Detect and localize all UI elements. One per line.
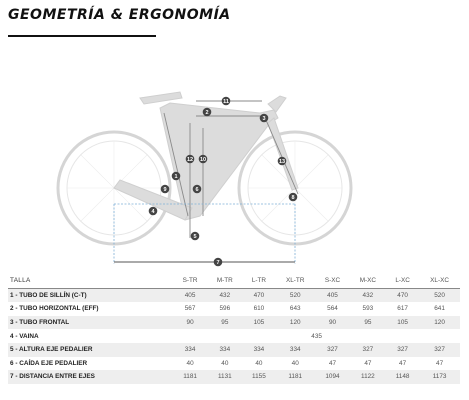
table-cell: 470	[253, 291, 265, 299]
title-block	[8, 6, 231, 24]
table-cell: 596	[219, 305, 231, 313]
table-cell: 47	[436, 359, 444, 367]
table-cell: 47	[364, 359, 372, 367]
table-cell: 405	[184, 291, 196, 299]
table-row	[8, 288, 460, 302]
row-label: 5 - ALTURA EJE PEDALIER	[10, 346, 93, 354]
table-cell: 47	[399, 359, 407, 367]
size-header: XL-TR	[275, 274, 315, 288]
marker-label-2: 2	[205, 110, 209, 116]
size-header: M-TR	[207, 274, 243, 288]
size-header: L-XC	[386, 274, 419, 288]
table-cell: 40	[291, 359, 299, 367]
table-cell: 1131	[217, 373, 232, 381]
marker-label-3: 3	[262, 116, 266, 122]
table-cell: 1181	[288, 373, 303, 381]
table-cell: 327	[362, 346, 374, 354]
table-cell: 327	[434, 346, 445, 354]
table-cell: 95	[221, 319, 229, 327]
table-row	[8, 329, 460, 343]
table-cell: 520	[289, 291, 301, 299]
size-column-header: TALLA	[8, 274, 173, 288]
table-cell: 90	[328, 319, 337, 327]
row-label: 6 - CAÍDA EJE PEDALIER	[10, 359, 88, 367]
table-cell: 405	[327, 291, 338, 299]
title-underline	[8, 35, 156, 37]
marker-label-10: 10	[199, 157, 207, 163]
size-header: L-TR	[243, 274, 276, 288]
table-cell: 610	[253, 305, 265, 313]
table-cell: 1094	[325, 373, 340, 381]
table-row	[8, 370, 460, 384]
table-cell: 334	[253, 346, 265, 354]
table-cell: 520	[434, 291, 445, 299]
table-row	[8, 316, 460, 330]
marker-label-13: 13	[278, 159, 286, 165]
table-cell: 120	[434, 319, 445, 327]
row-label: 7 - DISTANCIA ENTRE EJES	[10, 373, 95, 381]
table-row	[8, 302, 460, 316]
table-cell: 334	[289, 346, 301, 354]
marker-label-7: 7	[216, 260, 220, 266]
size-header: XL-XC	[419, 274, 460, 288]
table-cell: 105	[397, 319, 408, 327]
marker-label-1: 1	[174, 174, 178, 180]
table-cell: 47	[328, 359, 337, 367]
marker-label-11: 11	[223, 99, 229, 105]
table-cell: 432	[362, 291, 374, 299]
table-cell: 432	[219, 291, 231, 299]
bike-geometry-diagram	[40, 68, 435, 278]
table-cell: 1148	[395, 373, 410, 381]
table-cell: 641	[434, 305, 445, 313]
table-cell: 564	[327, 305, 338, 313]
size-header: S-TR	[173, 274, 207, 288]
table-cell: 40	[255, 359, 263, 367]
row-label: 3 - TUBO FRONTAL	[10, 319, 70, 327]
marker-label-12: 12	[186, 157, 194, 163]
table-cell: 40	[221, 359, 229, 367]
table-cell: 643	[289, 305, 301, 313]
table-cell: 327	[397, 346, 408, 354]
marker-label-5: 5	[193, 234, 197, 240]
table-row	[8, 357, 460, 371]
geometry-table	[8, 274, 460, 384]
table-cell: 90	[186, 319, 194, 327]
table-cell: 327	[327, 346, 338, 354]
table-cell: 617	[397, 305, 408, 313]
row-label: 4 - VAINA	[10, 332, 39, 340]
table-cell: 593	[362, 305, 374, 313]
table-cell: 105	[253, 319, 265, 327]
table-cell: 1173	[432, 373, 447, 381]
size-header: S-XC	[315, 274, 349, 288]
table-cell: 567	[184, 305, 196, 313]
table-header-row	[8, 274, 460, 288]
marker-label-8: 8	[291, 195, 295, 201]
row-label: 1 - TUBO DE SILLÍN (C-T)	[10, 291, 87, 299]
table-cell: 334	[219, 346, 231, 354]
table-cell: 1122	[360, 373, 375, 381]
table-cell: 95	[364, 319, 372, 327]
row-label: 2 - TUBO HORIZONTAL (EFF)	[10, 305, 99, 313]
table-cell: 1181	[183, 373, 197, 381]
table-row	[8, 343, 460, 357]
page-title: GEOMETRÍA & ERGONOMÍA	[8, 7, 231, 23]
table-cell: 120	[289, 319, 301, 327]
table-cell: 470	[397, 291, 408, 299]
table-cell: 1155	[252, 373, 266, 381]
marker-label-9: 9	[163, 187, 167, 193]
table-cell-all-sizes: 435	[311, 332, 322, 340]
marker-label-4: 4	[151, 209, 155, 215]
table-cell: 334	[184, 346, 196, 354]
size-header: M-XC	[350, 274, 386, 288]
table-cell: 40	[186, 359, 194, 367]
marker-label-6: 6	[195, 187, 199, 193]
